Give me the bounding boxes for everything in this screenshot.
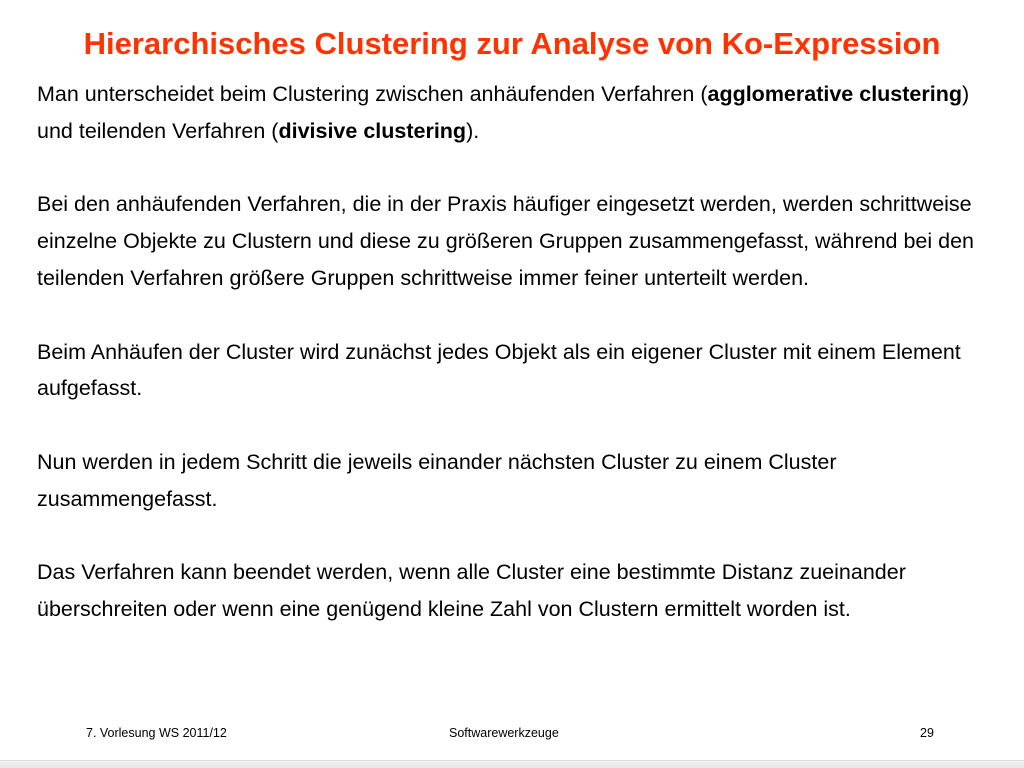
paragraph-text: Man unterscheidet beim Clustering zwischen anhäufenden Verfahren ( xyxy=(37,82,708,106)
footer-page-number: 29 xyxy=(920,726,934,740)
footer-course-title: Softwarewerkzeuge xyxy=(449,726,559,740)
paragraph-merge-step: Nun werden in jedem Schritt die jeweils einander nächsten Cluster zu einem Cluster zusammengefasst. xyxy=(37,449,837,511)
paragraph-termination: Das Verfahren kann beendet werden, wenn alle Cluster eine bestimmte Distanz zueinander überschreiten oder wenn eine genügend kleine Zahl von Clustern ermittelt worden ist. xyxy=(37,560,906,622)
paragraph-agglomerative-vs-divisive: Bei den anhäufenden Verfahren, die in der Praxis häufiger eingesetzt werden, werden schrittweise einzelne Objekte zu Clustern und diese zu größeren Gruppen zusammengefasst, während bei den teilenden Verfahren größere Gruppen schrittweise immer feiner unterteilt werden. xyxy=(37,192,974,290)
footer-lecture-label: 7. Vorlesung WS 2011/12 xyxy=(86,726,227,740)
paragraph-text: ). xyxy=(466,118,480,143)
bottom-divider xyxy=(0,760,1024,768)
term-divisive-clustering: divisive clustering xyxy=(278,118,467,143)
slide-title: Hierarchisches Clustering zur Analyse von Ko-Expression xyxy=(83,26,941,61)
paragraph-initial-clusters: Beim Anhäufen der Cluster wird zunächst jedes Objekt als ein eigener Cluster mit einem Element aufgefasst. xyxy=(37,339,961,401)
paragraph-clustering-types xyxy=(37,76,997,150)
slide-body xyxy=(37,76,997,628)
term-agglomerative-clustering: agglomerative clustering xyxy=(707,82,962,106)
paragraph-text: ) und teilenden Verfahren ( xyxy=(37,82,970,143)
